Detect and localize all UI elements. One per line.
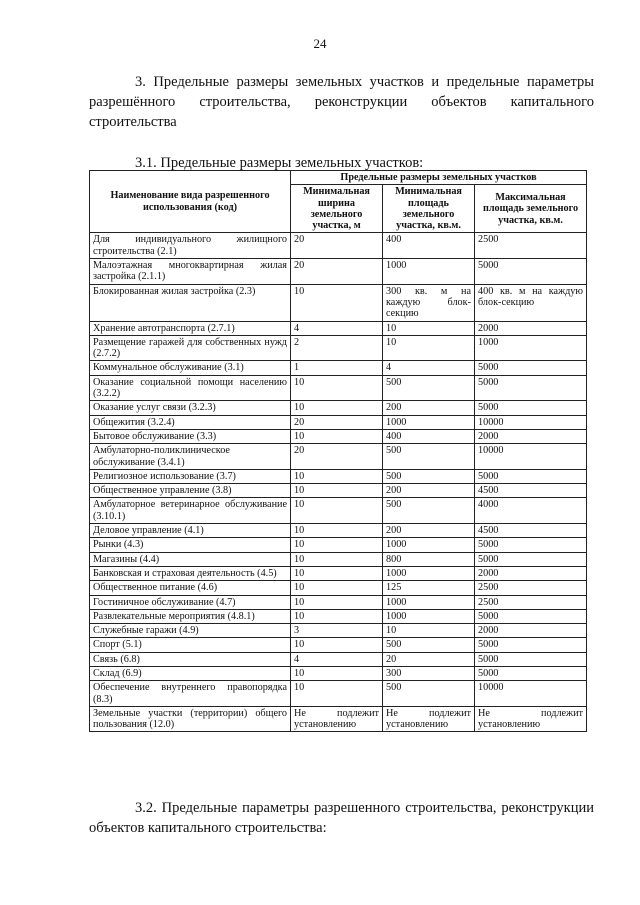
row-max-area-cell: 1000: [475, 335, 587, 361]
table-row: [90, 498, 587, 524]
row-min-area-cell: 300 кв. м на каждую блок-секцию: [383, 284, 475, 321]
table-row: [90, 538, 587, 552]
row-min-area-cell: 200: [383, 484, 475, 498]
row-name-cell: Малоэтажная многоквартирная жилая застройка (2.1.1): [90, 259, 291, 285]
header-group: Предельные размеры земельных участков: [291, 171, 587, 185]
row-min-area-cell: 10: [383, 321, 475, 335]
row-name-cell: Для индивидуального жилищного строительства (2.1): [90, 233, 291, 259]
table-row: [90, 233, 587, 259]
row-max-area-cell: 2000: [475, 566, 587, 580]
row-min-width-cell: 20: [291, 415, 383, 429]
row-name-cell: Хранение автотранспорта (2.7.1): [90, 321, 291, 335]
table-row: [90, 595, 587, 609]
row-min-area-cell: 200: [383, 401, 475, 415]
table-header-row: [90, 171, 587, 185]
row-name-cell: Общежития (3.2.4): [90, 415, 291, 429]
row-min-width-cell: 10: [291, 375, 383, 401]
table-row: [90, 321, 587, 335]
row-min-area-cell: 400: [383, 233, 475, 259]
row-max-area-cell: 5000: [475, 538, 587, 552]
row-min-area-cell: 1000: [383, 566, 475, 580]
table-row: [90, 361, 587, 375]
row-max-area-cell: 2000: [475, 321, 587, 335]
table-row: [90, 652, 587, 666]
row-min-area-cell: 125: [383, 581, 475, 595]
row-max-area-cell: 5000: [475, 401, 587, 415]
header-min-area: Минимальная площадь земельного участка, кв.м.: [383, 185, 475, 233]
row-min-area-cell: 4: [383, 361, 475, 375]
table-row: [90, 284, 587, 321]
table-body: [90, 233, 587, 732]
row-min-area-cell: 1000: [383, 538, 475, 552]
row-min-width-cell: 10: [291, 284, 383, 321]
table-row: [90, 609, 587, 623]
row-name-cell: Развлекательные мероприятия (4.8.1): [90, 609, 291, 623]
table-row: [90, 666, 587, 680]
row-min-width-cell: 10: [291, 498, 383, 524]
row-min-width-cell: 20: [291, 444, 383, 470]
row-name-cell: Размещение гаражей для собственных нужд (2.7.2): [90, 335, 291, 361]
row-name-cell: Оказание социальной помощи населению (3.2.2): [90, 375, 291, 401]
row-max-area-cell: Не подлежит установлению: [475, 706, 587, 732]
row-min-width-cell: 10: [291, 681, 383, 707]
row-max-area-cell: 5000: [475, 638, 587, 652]
row-max-area-cell: 4000: [475, 498, 587, 524]
row-min-area-cell: 1000: [383, 259, 475, 285]
row-min-width-cell: 4: [291, 652, 383, 666]
row-min-width-cell: 10: [291, 609, 383, 623]
row-name-cell: Амбулаторное ветеринарное обслуживание (3.10.1): [90, 498, 291, 524]
row-min-area-cell: 1000: [383, 595, 475, 609]
row-max-area-cell: 5000: [475, 259, 587, 285]
row-max-area-cell: 4500: [475, 484, 587, 498]
row-max-area-cell: 5000: [475, 469, 587, 483]
row-min-width-cell: 10: [291, 401, 383, 415]
row-min-area-cell: 400: [383, 429, 475, 443]
table-row: [90, 706, 587, 732]
row-name-cell: Служебные гаражи (4.9): [90, 624, 291, 638]
row-max-area-cell: 2000: [475, 429, 587, 443]
row-min-width-cell: 10: [291, 552, 383, 566]
row-min-width-cell: 10: [291, 524, 383, 538]
table-row: [90, 429, 587, 443]
table-row: [90, 552, 587, 566]
row-min-width-cell: 10: [291, 638, 383, 652]
row-name-cell: Деловое управление (4.1): [90, 524, 291, 538]
row-min-width-cell: 4: [291, 321, 383, 335]
row-min-width-cell: 20: [291, 233, 383, 259]
header-max-area: Максимальная площадь земельного участка, кв.м.: [475, 185, 587, 233]
row-min-area-cell: 500: [383, 681, 475, 707]
row-min-area-cell: 500: [383, 469, 475, 483]
row-min-area-cell: Не подлежит установлению: [383, 706, 475, 732]
footer-heading: 3.2. Предельные параметры разрешенного строительства, реконструкции объектов капитального строительства:: [89, 800, 594, 836]
row-name-cell: Гостиничное обслуживание (4.7): [90, 595, 291, 609]
row-name-cell: Коммунальное обслуживание (3.1): [90, 361, 291, 375]
header-min-width: Минимальная ширина земельного участка, м: [291, 185, 383, 233]
table-row: [90, 566, 587, 580]
row-min-area-cell: 300: [383, 666, 475, 680]
row-max-area-cell: 10000: [475, 444, 587, 470]
row-max-area-cell: 10000: [475, 415, 587, 429]
row-name-cell: Земельные участки (территории) общего пользования (12.0): [90, 706, 291, 732]
row-max-area-cell: 400 кв. м на каждую блок-секцию: [475, 284, 587, 321]
row-min-area-cell: 10: [383, 335, 475, 361]
table-row: [90, 681, 587, 707]
row-max-area-cell: 2500: [475, 595, 587, 609]
row-min-width-cell: 20: [291, 259, 383, 285]
table-row: [90, 335, 587, 361]
row-max-area-cell: 10000: [475, 681, 587, 707]
row-min-width-cell: 10: [291, 666, 383, 680]
row-max-area-cell: 5000: [475, 666, 587, 680]
row-name-cell: Склад (6.9): [90, 666, 291, 680]
table-row: [90, 401, 587, 415]
row-name-cell: Магазины (4.4): [90, 552, 291, 566]
table-row: [90, 444, 587, 470]
section-heading: 3. Предельные размеры земельных участков и предельные параметры разрешённого строительства, реконструкции объектов капитального строительства: [89, 74, 594, 130]
row-min-area-cell: 800: [383, 552, 475, 566]
row-min-width-cell: 10: [291, 429, 383, 443]
row-max-area-cell: 5000: [475, 609, 587, 623]
row-min-width-cell: 10: [291, 484, 383, 498]
row-name-cell: Обеспечение внутреннего правопорядка (8.3): [90, 681, 291, 707]
table-row: [90, 524, 587, 538]
row-name-cell: Общественное управление (3.8): [90, 484, 291, 498]
row-min-area-cell: 10: [383, 624, 475, 638]
table-row: [90, 624, 587, 638]
row-min-area-cell: 500: [383, 498, 475, 524]
row-min-area-cell: 20: [383, 652, 475, 666]
row-min-width-cell: 10: [291, 595, 383, 609]
row-max-area-cell: 2500: [475, 581, 587, 595]
row-max-area-cell: 4500: [475, 524, 587, 538]
row-min-width-cell: Не подлежит установлению: [291, 706, 383, 732]
row-min-area-cell: 1000: [383, 609, 475, 623]
row-max-area-cell: 5000: [475, 361, 587, 375]
row-name-cell: Общественное питание (4.6): [90, 581, 291, 595]
table-row: [90, 375, 587, 401]
table-row: [90, 484, 587, 498]
table-row: [90, 581, 587, 595]
row-min-width-cell: 10: [291, 538, 383, 552]
row-min-area-cell: 500: [383, 375, 475, 401]
row-name-cell: Оказание услуг связи (3.2.3): [90, 401, 291, 415]
row-min-area-cell: 1000: [383, 415, 475, 429]
row-max-area-cell: 5000: [475, 375, 587, 401]
row-name-cell: Связь (6.8): [90, 652, 291, 666]
row-name-cell: Амбулаторно-поликлиническое обслуживание (3.4.1): [90, 444, 291, 470]
row-name-cell: Рынки (4.3): [90, 538, 291, 552]
row-max-area-cell: 5000: [475, 552, 587, 566]
row-min-area-cell: 500: [383, 638, 475, 652]
row-name-cell: Банковская и страховая деятельность (4.5): [90, 566, 291, 580]
row-name-cell: Бытовое обслуживание (3.3): [90, 429, 291, 443]
table-row: [90, 415, 587, 429]
row-max-area-cell: 5000: [475, 652, 587, 666]
table-row: [90, 638, 587, 652]
row-min-width-cell: 10: [291, 469, 383, 483]
header-name: Наименование вида разрешенного использования (код): [90, 171, 291, 233]
row-max-area-cell: 2500: [475, 233, 587, 259]
row-min-area-cell: 200: [383, 524, 475, 538]
row-min-width-cell: 10: [291, 581, 383, 595]
row-min-width-cell: 3: [291, 624, 383, 638]
table-row: [90, 469, 587, 483]
table-row: [90, 259, 587, 285]
row-min-width-cell: 2: [291, 335, 383, 361]
page-number: 24: [313, 36, 327, 51]
row-name-cell: Спорт (5.1): [90, 638, 291, 652]
row-name-cell: Религиозное использование (3.7): [90, 469, 291, 483]
row-name-cell: Блокированная жилая застройка (2.3): [90, 284, 291, 321]
row-max-area-cell: 2000: [475, 624, 587, 638]
row-min-width-cell: 10: [291, 566, 383, 580]
subsection-heading: 3.1. Предельные размеры земельных участков:: [135, 155, 424, 171]
row-min-area-cell: 500: [383, 444, 475, 470]
row-min-width-cell: 1: [291, 361, 383, 375]
land-plot-limits-table: [89, 170, 587, 732]
